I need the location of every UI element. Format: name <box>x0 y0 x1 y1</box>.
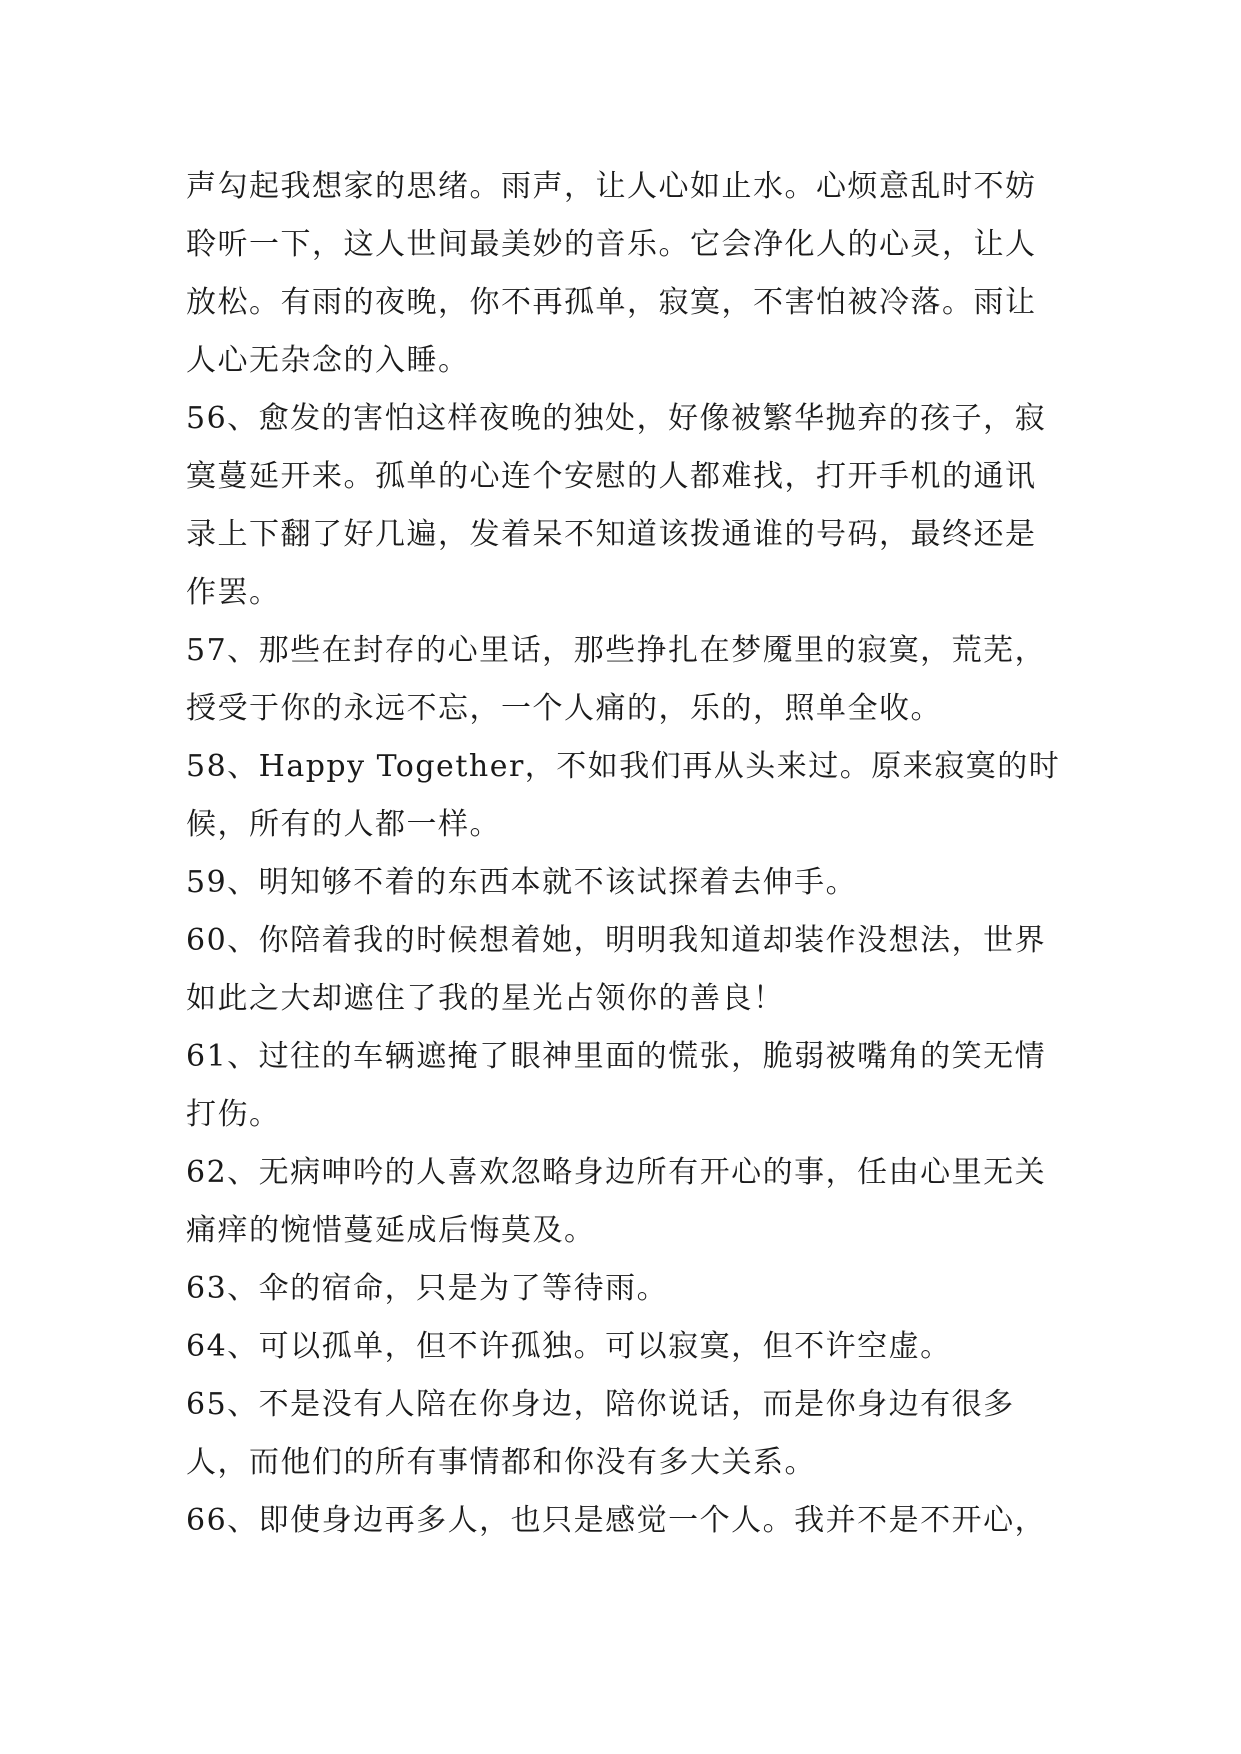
paragraph-62: 62、无病呻吟的人喜欢忽略身边所有开心的事，任由心里无关痛痒的惋惜蔓延成后悔莫及。 <box>186 1155 1047 1248</box>
paragraph-58: 58、Happy Together，不如我们再从头来过。原来寂寞的时候，所有的人都一样。 <box>186 749 1061 842</box>
paragraph-57: 57、那些在封存的心里话，那些挣扎在梦魇里的寂寞，荒芜，授受于你的永远不忘，一个人痛的，乐的，照单全收。 <box>186 633 1047 726</box>
paragraph-56: 56、愈发的害怕这样夜晚的独处，好像被繁华抛弃的孩子，寂寞蔓延开来。孤单的心连个安慰的人都难找，打开手机的通讯录上下翻了好几遍，发着呆不知道该拨通谁的号码，最终还是作罢。 <box>186 401 1047 610</box>
paragraph-61: 61、过往的车辆遮掩了眼神里面的慌张，脆弱被嘴角的笑无情打伤。 <box>186 1039 1047 1132</box>
paragraph-63: 63、伞的宿命，只是为了等待雨。 <box>186 1271 669 1306</box>
document-body <box>186 158 1066 1550</box>
paragraph-66: 66、即使身边再多人，也只是感觉一个人。我并不是不开心， <box>186 1503 1047 1538</box>
paragraph-60: 60、你陪着我的时候想着她，明明我知道却装作没想法，世界如此之大却遮住了我的星光占领你的善良！ <box>186 923 1047 1016</box>
paragraph-65: 65、不是没有人陪在你身边，陪你说话，而是你身边有很多人，而他们的所有事情都和你没有多大关系。 <box>186 1387 1015 1480</box>
paragraph-continuation: 声勾起我想家的思绪。雨声，让人心如止水。心烦意乱时不妨聆听一下，这人世间最美妙的音乐。它会净化人的心灵，让人放松。有雨的夜晚，你不再孤单，寂寞，不害怕被冷落。雨让人心无杂念的入睡。 <box>186 169 1037 378</box>
paragraph-64: 64、可以孤单，但不许孤独。可以寂寞，但不许空虚。 <box>186 1329 952 1364</box>
paragraph-59: 59、明知够不着的东西本就不该试探着去伸手。 <box>186 865 858 900</box>
